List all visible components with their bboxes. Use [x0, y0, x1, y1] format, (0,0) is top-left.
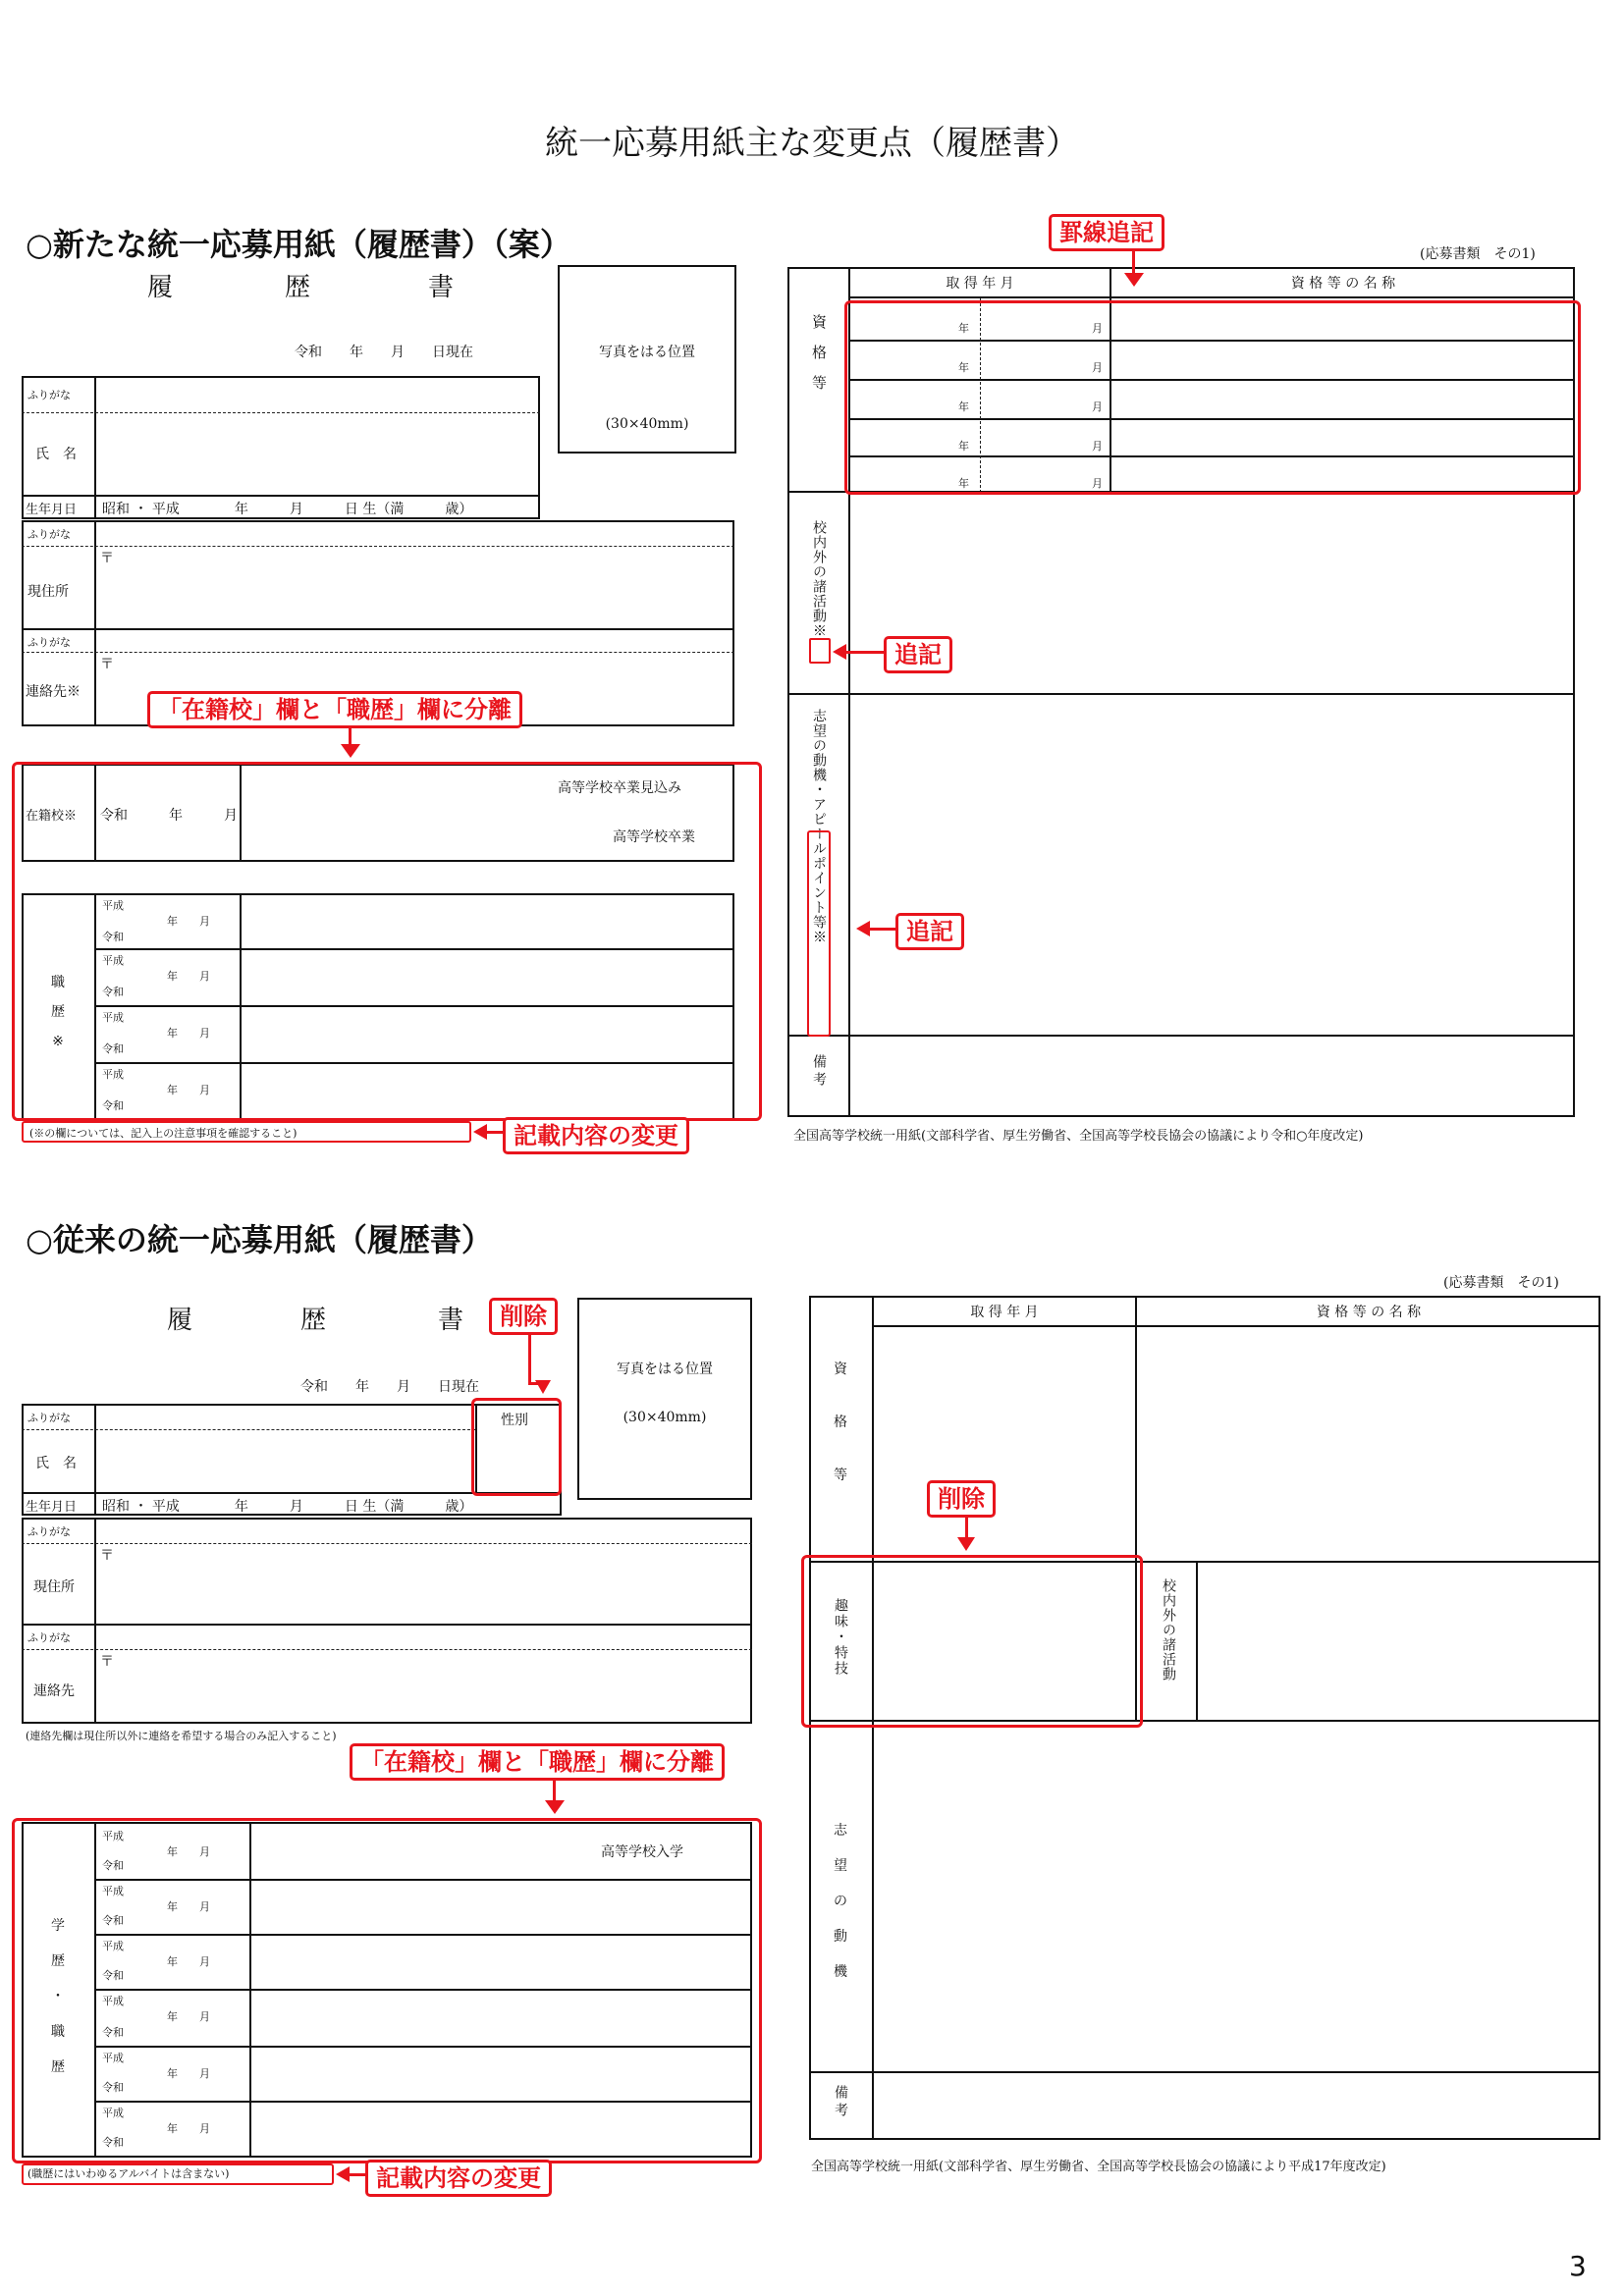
remarks-label: 備考: [833, 2085, 848, 2120]
birth-label: 生年月日: [26, 1500, 78, 1515]
old-form-heading: ○従来の統一応募用紙（履歴書）: [26, 1221, 493, 1258]
year-mark: 年: [958, 477, 969, 490]
postal-mark: 〒: [100, 657, 114, 672]
era-reiwa: 令和: [102, 2081, 124, 2094]
year-mark: 年: [958, 440, 969, 453]
photo-label: 写真をはる位置: [617, 1362, 713, 1377]
resume-title-char: 履: [147, 273, 174, 302]
era-reiwa: 令和: [102, 1969, 124, 1982]
col-date-header: 取 得 年 月: [946, 276, 1014, 292]
history-label-char: 学: [51, 1918, 65, 1934]
year-month: 年 月: [167, 1900, 210, 1913]
date-line: 令和 年 月 日現在: [295, 345, 473, 360]
photo-label: 写真をはる位置: [599, 345, 695, 360]
year-month: 年 月: [167, 915, 210, 928]
resume-title-char: 歴: [285, 273, 311, 302]
contact-label: 連絡先: [33, 1683, 75, 1699]
qual-label-char: 格: [834, 1415, 847, 1430]
postal-mark: 〒: [100, 1654, 114, 1670]
name-label: 氏 名: [35, 447, 77, 462]
highlight-gender: [471, 1398, 562, 1496]
year-month: 年 月: [167, 2067, 210, 2080]
year-mark: 年: [958, 400, 969, 413]
callout-appended: 追記: [884, 636, 952, 673]
contact-note: (連絡先欄は現住所以外に連絡を希望する場合のみ記入すること): [26, 1730, 337, 1742]
era-reiwa: 令和: [102, 1099, 124, 1112]
year-month: 年 月: [167, 970, 210, 983]
highlight-history: [12, 1818, 762, 2163]
resume-title-char: 書: [438, 1306, 464, 1335]
month-mark: 月: [1092, 440, 1103, 453]
page-number: 3: [1569, 2250, 1587, 2282]
highlight-qualification-rows: [844, 300, 1581, 495]
furigana-label: ふりがな: [27, 1631, 71, 1644]
era-heisei: 平成: [102, 954, 124, 967]
col-name-header: 資 格 等 の 名 称: [1290, 276, 1396, 292]
era-heisei: 平成: [102, 1068, 124, 1081]
address-label: 現住所: [27, 584, 69, 600]
motive-label-char: 望: [834, 1858, 847, 1874]
career-label-char: ※: [52, 1034, 64, 1049]
postal-mark: 〒: [100, 551, 114, 566]
era-heisei: 平成: [102, 1885, 124, 1897]
school-label: 在籍校※: [26, 809, 78, 824]
resume-title-char: 歴: [300, 1306, 327, 1335]
year-month: 年 月: [167, 1845, 210, 1858]
contact-label: 連絡先※: [26, 684, 81, 700]
era-reiwa: 令和: [102, 2026, 124, 2039]
year-month: 年 月: [167, 1084, 210, 1096]
col-date-header: 取 得 年 月: [970, 1305, 1039, 1320]
month-mark: 月: [1092, 477, 1103, 490]
highlight-note: [22, 2163, 334, 2185]
hobby-label: 趣味・特技: [833, 1598, 848, 1677]
activities-label: 校内外の諸活動※: [811, 520, 827, 638]
career-label-char: 歴: [51, 1004, 65, 1020]
era-reiwa: 令和: [102, 1859, 124, 1872]
photo-box: [577, 1298, 752, 1500]
motive-label-char: 機: [834, 1964, 847, 1980]
callout-content-changed: 記載内容の変更: [503, 1117, 689, 1154]
month-mark: 月: [1092, 322, 1103, 335]
motive-label-char: 動: [834, 1929, 847, 1945]
era-heisei: 平成: [102, 1995, 124, 2007]
birth-value: 昭和 ・ 平成 年 月 日 生（満 歳）: [102, 502, 473, 517]
resume-title-char: 履: [167, 1306, 193, 1335]
qual-label: 資格等: [810, 314, 828, 405]
form-number: (応募書類 その1): [1420, 246, 1536, 262]
month-mark: 月: [1092, 361, 1103, 374]
resume-title-char: 書: [428, 273, 455, 302]
highlight-school-career: [12, 762, 762, 1121]
furigana-label: ふりがな: [27, 636, 71, 649]
postal-mark: 〒: [100, 1548, 114, 1564]
history-label-char: 歴: [51, 2059, 65, 2075]
year-month: 年 月: [167, 2122, 210, 2135]
birth-value: 昭和 ・ 平成 年 月 日 生（満 歳）: [102, 1499, 473, 1515]
date-line: 令和 年 月 日現在: [300, 1379, 479, 1395]
motive-label-char: の: [834, 1894, 847, 1909]
birth-label: 生年月日: [26, 503, 78, 517]
history-label-char: ・: [51, 1989, 65, 2004]
history-label-char: 職: [51, 2024, 65, 2040]
era-reiwa: 令和: [102, 931, 124, 943]
callout-separated: 「在籍校」欄と「職歴」欄に分離: [147, 691, 522, 728]
era-heisei: 平成: [102, 1830, 124, 1842]
callout-separated: 「在籍校」欄と「職歴」欄に分離: [350, 1743, 725, 1781]
callout-appended: 追記: [895, 913, 964, 950]
school-era: 令和 年 月: [100, 808, 238, 824]
highlight-appeal-point: [807, 830, 831, 1037]
note-text: (職歴にはいわゆるアルバイトは含まない): [27, 2167, 230, 2180]
furigana-label: ふりがな: [27, 528, 71, 541]
school-option: 高等学校卒業見込み: [558, 780, 681, 796]
highlight-hobby: [801, 1555, 1143, 1728]
form-footer: 全国高等学校統一用紙(文部科学省、厚生労働省、全国高等学校長協会の協議により平成17年度改定): [811, 2160, 1386, 2174]
address-label: 現住所: [33, 1579, 75, 1595]
note-text: (※の欄については、記入上の注意事項を確認すること): [29, 1127, 298, 1140]
career-label-char: 職: [51, 975, 65, 990]
callout-deleted: 削除: [489, 1298, 558, 1335]
callout-rule-added: 罫線追記: [1049, 214, 1164, 251]
remarks-label: 備考: [811, 1054, 827, 1090]
form-footer: 全国高等学校統一用紙(文部科学省、厚生労働省、全国高等学校長協会の協議により令和○年度改定): [793, 1129, 1364, 1144]
furigana-label: ふりがな: [27, 389, 71, 401]
year-month: 年 月: [167, 2010, 210, 2023]
photo-size: (30×40mm): [605, 416, 689, 432]
era-reiwa: 令和: [102, 986, 124, 998]
year-mark: 年: [958, 322, 969, 335]
address-block: [22, 1518, 752, 1724]
highlight-mark: [809, 638, 831, 664]
form-number: (応募書類 その1): [1443, 1275, 1559, 1291]
furigana-label: ふりがな: [27, 1525, 71, 1538]
col-name-header: 資 格 等 の 名 称: [1316, 1305, 1422, 1320]
era-reiwa: 令和: [102, 2136, 124, 2149]
activities-label: 校内外の諸活動: [1161, 1578, 1176, 1682]
history-label-char: 歴: [51, 1953, 65, 1969]
highlight-note: [22, 1121, 471, 1143]
new-form-heading: ○新たな統一応募用紙（履歴書）（案）: [26, 226, 571, 263]
era-reiwa: 令和: [102, 1914, 124, 1927]
year-month: 年 月: [167, 1027, 210, 1040]
photo-size: (30×40mm): [623, 1410, 707, 1425]
month-mark: 月: [1092, 400, 1103, 413]
callout-content-changed: 記載内容の変更: [365, 2160, 552, 2197]
motive-label-char: 志: [834, 1823, 847, 1839]
qual-label-char: 等: [834, 1468, 847, 1483]
page-title: 統一応募用紙主な変更点（履歴書）: [545, 124, 1079, 163]
era-heisei: 平成: [102, 1940, 124, 1952]
era-heisei: 平成: [102, 1011, 124, 1024]
entry-text: 高等学校入学: [601, 1844, 683, 1860]
era-heisei: 平成: [102, 2107, 124, 2119]
school-option: 高等学校卒業: [613, 829, 695, 845]
furigana-label: ふりがな: [27, 1412, 71, 1424]
qual-label-char: 資: [834, 1362, 847, 1377]
year-month: 年 月: [167, 1955, 210, 1968]
year-mark: 年: [958, 361, 969, 374]
name-label: 氏 名: [35, 1456, 77, 1471]
callout-deleted: 削除: [927, 1480, 996, 1518]
era-reiwa: 令和: [102, 1042, 124, 1055]
gender-label: 性別: [501, 1413, 528, 1428]
era-heisei: 平成: [102, 2052, 124, 2064]
era-heisei: 平成: [102, 899, 124, 912]
motive-label: 志望の動機・アピールポイント等※: [811, 709, 827, 944]
